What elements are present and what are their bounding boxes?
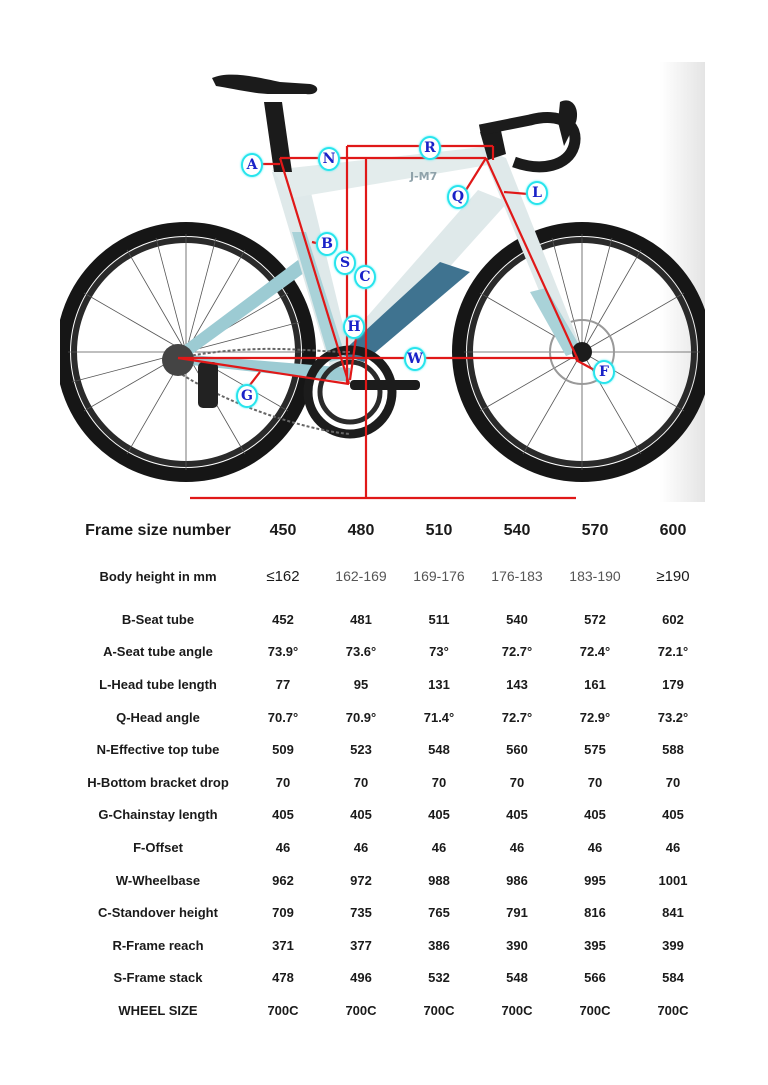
table-row xyxy=(72,994,712,1027)
cell: 560 xyxy=(506,742,528,758)
cell: 700C xyxy=(579,1002,611,1018)
cell: 572 xyxy=(584,611,606,627)
table-header-row xyxy=(72,513,712,549)
cell: 841 xyxy=(662,905,684,921)
cell: 77 xyxy=(275,676,291,692)
cell: 791 xyxy=(506,905,528,921)
row-label: N-Effective top tube xyxy=(96,742,220,758)
cell: 72.4° xyxy=(579,644,611,660)
cell: 405 xyxy=(428,807,450,823)
label-badge-w: W xyxy=(404,347,426,371)
cell: 575 xyxy=(584,742,606,758)
cell: ≤162 xyxy=(266,567,300,585)
bike-illustration xyxy=(60,62,705,502)
cell: 602 xyxy=(662,611,684,627)
row-label: W-Wheelbase xyxy=(115,872,201,888)
cell: 548 xyxy=(428,742,450,758)
cell: 988 xyxy=(428,872,450,888)
row-label: S-Frame stack xyxy=(113,970,203,986)
cell: 765 xyxy=(428,905,450,921)
label-badge-l: L xyxy=(526,181,548,205)
cell: 73.6° xyxy=(345,644,377,660)
cell: 405 xyxy=(662,807,684,823)
cell: 46 xyxy=(665,839,681,855)
cell: 143 xyxy=(506,676,528,692)
cell: 709 xyxy=(272,905,294,921)
cell: 161 xyxy=(584,676,606,692)
table-row xyxy=(72,831,712,864)
cell: 46 xyxy=(509,839,525,855)
cell: 46 xyxy=(431,839,447,855)
cell: 73.9° xyxy=(267,644,299,660)
cell: 405 xyxy=(506,807,528,823)
cell: 162-169 xyxy=(335,568,387,584)
cell: 511 xyxy=(428,611,450,627)
row-label: C-Standover height xyxy=(98,905,218,921)
label-badge-f: F xyxy=(593,360,615,384)
cell: 176-183 xyxy=(491,568,543,584)
table-row xyxy=(72,668,712,701)
header-label: Frame size number xyxy=(85,522,231,539)
drivetrain xyxy=(162,342,592,434)
cell: 371 xyxy=(272,937,294,953)
table-row xyxy=(72,864,712,897)
label-badge-q: Q xyxy=(447,185,469,209)
cell: 46 xyxy=(353,839,369,855)
label-badge-c: C xyxy=(354,265,376,289)
label-badge-b: B xyxy=(316,232,338,256)
cell: 1001 xyxy=(658,872,688,888)
cell: 72.1° xyxy=(657,644,689,660)
cell: 588 xyxy=(662,742,684,758)
table-row xyxy=(72,603,712,636)
cell: 509 xyxy=(272,742,294,758)
row-label: WHEEL SIZE xyxy=(118,1002,198,1018)
cell: 700C xyxy=(501,1002,533,1018)
cell: 816 xyxy=(584,905,606,921)
row-label: B-Seat tube xyxy=(121,611,195,627)
cell: 72.9° xyxy=(579,709,611,725)
cell: ≥190 xyxy=(656,567,690,585)
cell: 73.2° xyxy=(657,709,689,725)
cell: 46 xyxy=(275,839,291,855)
cell: 70 xyxy=(509,774,525,790)
cell: 73° xyxy=(429,644,449,660)
cell: 972 xyxy=(350,872,372,888)
label-badge-g: G xyxy=(236,384,258,408)
table-row xyxy=(72,701,712,734)
cell: 70 xyxy=(587,774,603,790)
table-row xyxy=(72,896,712,929)
size-450: 450 xyxy=(269,522,297,539)
label-badge-a: A xyxy=(241,153,263,177)
cell: 179 xyxy=(662,676,684,692)
row-label: H-Bottom bracket drop xyxy=(87,774,229,790)
cell: 169-176 xyxy=(413,568,465,584)
cell: 548 xyxy=(506,970,528,986)
size-570: 570 xyxy=(581,522,609,539)
cell: 386 xyxy=(428,937,450,953)
cell: 405 xyxy=(584,807,606,823)
cell: 700C xyxy=(345,1002,377,1018)
table-row xyxy=(72,962,712,995)
table-row xyxy=(72,636,712,669)
row-label: Q-Head angle xyxy=(116,709,200,725)
cell: 95 xyxy=(353,676,369,692)
cell: 377 xyxy=(350,937,372,953)
size-600: 600 xyxy=(659,522,687,539)
cell: 962 xyxy=(272,872,294,888)
size-540: 540 xyxy=(503,522,531,539)
cell: 452 xyxy=(272,611,294,627)
cell: 584 xyxy=(662,970,684,986)
cell: 523 xyxy=(350,742,372,758)
cell: 700C xyxy=(423,1002,455,1018)
cell: 986 xyxy=(506,872,528,888)
cell: 735 xyxy=(350,905,372,921)
row-label: L-Head tube length xyxy=(99,676,217,692)
cell: 496 xyxy=(350,970,372,986)
cell: 995 xyxy=(584,872,606,888)
cell: 405 xyxy=(350,807,372,823)
label-badge-n: N xyxy=(318,147,340,171)
cell: 405 xyxy=(272,807,294,823)
cell: 70.7° xyxy=(267,709,299,725)
frame-brand-text: J-M7 xyxy=(410,170,438,183)
cell: 566 xyxy=(584,970,606,986)
cell: 70.9° xyxy=(345,709,377,725)
label-badge-h: H xyxy=(343,315,365,339)
frame xyxy=(178,146,582,382)
cell: 183-190 xyxy=(569,568,621,584)
handlebar xyxy=(480,100,577,166)
cell: 72.7° xyxy=(501,644,533,660)
table-row xyxy=(72,766,712,799)
table-row xyxy=(72,799,712,832)
cell: 399 xyxy=(662,937,684,953)
cell: 131 xyxy=(428,676,450,692)
cell: 70 xyxy=(353,774,369,790)
table-row xyxy=(72,733,712,766)
geometry-table xyxy=(72,513,712,1027)
cell: 390 xyxy=(506,937,528,953)
body-height-row xyxy=(72,549,712,603)
cell: 700C xyxy=(657,1002,689,1018)
cell: 71.4° xyxy=(423,709,455,725)
cell: 70 xyxy=(431,774,447,790)
cell: 72.7° xyxy=(501,709,533,725)
cell: 46 xyxy=(587,839,603,855)
size-510: 510 xyxy=(425,522,453,539)
row-label: R-Frame reach xyxy=(112,937,204,953)
row-label: G-Chainstay length xyxy=(98,807,218,823)
row-label: A-Seat tube angle xyxy=(103,644,213,660)
cell: 70 xyxy=(275,774,291,790)
bike-geometry-figure xyxy=(60,62,705,502)
cell: 532 xyxy=(428,970,450,986)
table-row xyxy=(72,929,712,962)
label-badge-s: S xyxy=(334,251,356,275)
cell: 700C xyxy=(267,1002,299,1018)
label-badge-r: R xyxy=(419,136,441,160)
cell: 478 xyxy=(272,970,294,986)
cell: 70 xyxy=(665,774,681,790)
row-label: F-Offset xyxy=(133,839,183,855)
cell: 395 xyxy=(584,937,606,953)
size-480: 480 xyxy=(347,522,375,539)
row-label: Body height in mm xyxy=(99,568,217,584)
cell: 540 xyxy=(506,611,528,627)
cell: 481 xyxy=(350,611,372,627)
